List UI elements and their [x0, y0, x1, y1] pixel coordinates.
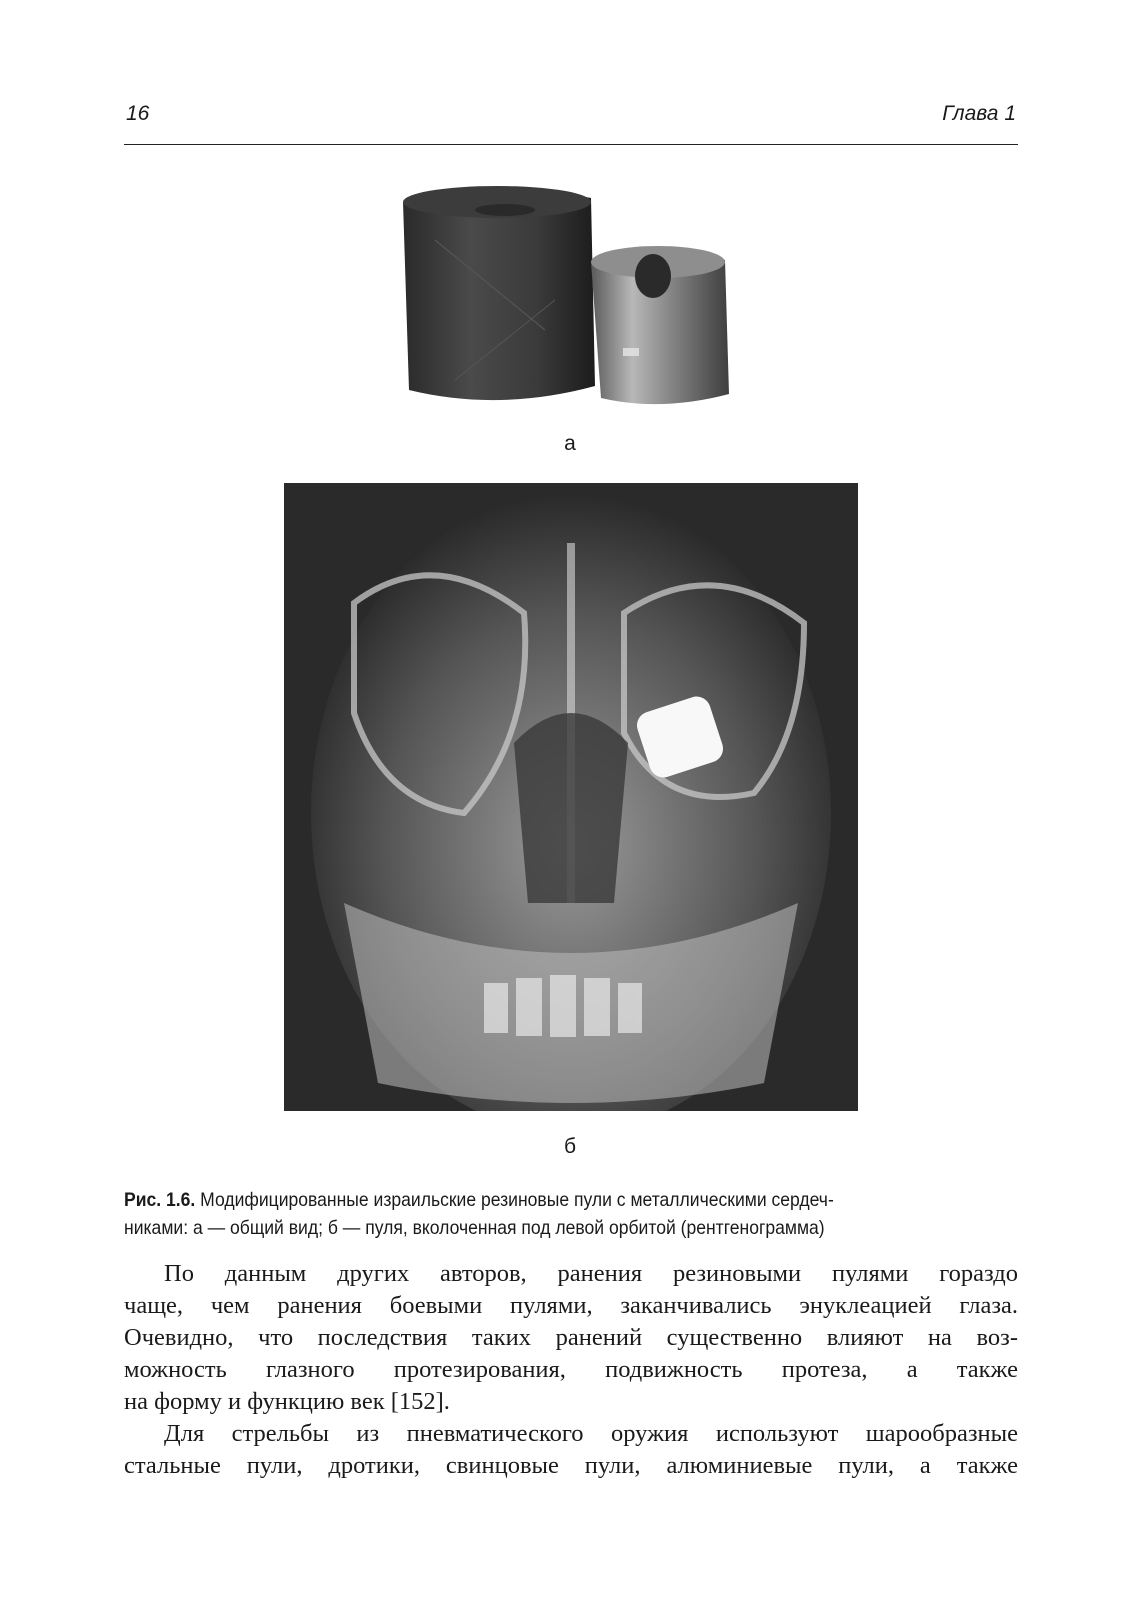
- skull-xray-photo: [284, 483, 858, 1111]
- body-text: [124, 1258, 1018, 1482]
- figure-label-b: б: [563, 1135, 577, 1158]
- page-header: [124, 98, 1018, 145]
- page-number: 16: [126, 102, 150, 125]
- figure-number: Рис. 1.6.: [124, 1189, 196, 1211]
- paragraph-1-line: чаще, чем ранения боевыми пулями, заканчивались энуклеацией глаза.: [124, 1292, 1018, 1319]
- figure-label-a: а: [564, 432, 576, 455]
- small-metal-core-bullet: [591, 246, 729, 404]
- caption-line-2: никами: а — общий вид; б — пуля, вколоченная под левой орбитой (рентгенограмма): [124, 1217, 825, 1239]
- paragraph-1-line: на форму и функцию век [152].: [124, 1388, 450, 1415]
- figure-caption: [124, 1186, 1018, 1242]
- paragraph-1-line: Очевидно, что последствия таких ранений существенно влияют на воз-: [124, 1324, 1018, 1351]
- chapter-label: Глава 1: [942, 102, 1016, 125]
- large-rubber-bullet: [403, 186, 595, 400]
- caption-line-1: Модифицированные израильские резиновые пули с металлическими сердеч-: [200, 1189, 834, 1211]
- paragraph-1-line: По данным других авторов, ранения резиновыми пулями гораздо: [164, 1260, 1018, 1287]
- teeth: [484, 975, 642, 1037]
- paragraph-1-line: можность глазного протезирования, подвижность протеза, а также: [124, 1356, 1018, 1383]
- paragraph-2-line: Для стрельбы из пневматического оружия используют шарообразные: [164, 1420, 1018, 1447]
- paragraph-2-line: стальные пули, дротики, свинцовые пули, алюминиевые пули, а также: [124, 1452, 1018, 1479]
- bullets-photo: [395, 180, 755, 420]
